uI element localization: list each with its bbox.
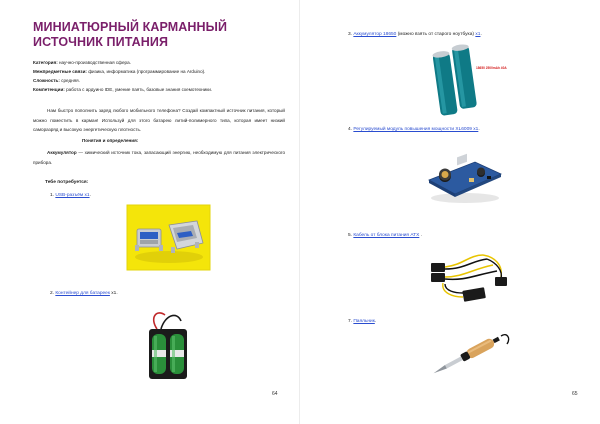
list-item	[50, 291, 118, 296]
list-item	[348, 32, 482, 37]
battery-18650-photo	[432, 42, 507, 114]
item-link[interactable]: Паяльник	[353, 319, 375, 324]
right-page	[300, 0, 600, 424]
item-number: 2.	[50, 291, 55, 296]
meta-competencies	[33, 87, 293, 93]
battery-case-photo	[143, 307, 193, 382]
item-number: 4.	[348, 127, 353, 132]
intro-paragraph: Нам быстро пополнить заряд любого мобильного телефона? Создай компактный источник питания, который можно поместить в карман! Используй для этого батарею литий-полимерного типа, которая имеет низкий саморазряд и высокую энергетическую плотность.	[33, 108, 285, 132]
item-link[interactable]: Контейнер для батареек	[55, 291, 110, 296]
list-item	[348, 127, 480, 132]
meta-label: Сложность:	[33, 78, 60, 83]
item-number: 1.	[50, 193, 55, 198]
item-link[interactable]: USB-разъём x1	[55, 193, 90, 198]
boost-module-photo	[425, 150, 505, 205]
item-link[interactable]: x1	[475, 32, 481, 37]
item-link[interactable]: Регулируемый модуль повышения мощности XL6009 x1	[353, 127, 479, 132]
battery-label: 18650 2500mAh 40A	[476, 66, 507, 70]
list-item	[50, 193, 91, 198]
item-suffix: .	[89, 193, 91, 198]
meta-label: Межпредметные связи:	[33, 69, 87, 74]
meta-value: работа с ардуино IDE, умение паять, базовые знания схемотехники.	[66, 87, 213, 92]
list-item	[348, 319, 376, 324]
item-link[interactable]: Кабель от блока питания АТХ	[353, 233, 420, 238]
needs-heading: Тебе потребуется:	[45, 180, 89, 185]
page-number: 65	[572, 391, 578, 397]
meta-value: научно-производственная сфера.	[59, 60, 131, 65]
concepts-heading: Понятия и определения:	[82, 138, 139, 143]
item-link[interactable]: Аккумулятор 18650	[353, 32, 397, 37]
item-number: 7.	[348, 319, 353, 324]
item-number: 3.	[348, 32, 353, 37]
soldering-iron-photo	[423, 330, 513, 380]
item-suffix: .	[478, 127, 480, 132]
meta-category	[33, 60, 293, 66]
item-note: (можно взять от старого ноутбука)	[396, 32, 476, 37]
item-suffix: x1.	[109, 291, 118, 296]
list-item	[348, 233, 422, 238]
definition-paragraph	[33, 148, 285, 167]
atx-cable-photo	[423, 245, 513, 305]
meta-links	[33, 69, 293, 75]
meta-label: Компетенции:	[33, 87, 65, 92]
definition-text: — химический источник тока, запасающий энергию, необходимую для питания электрического прибора.	[33, 150, 285, 165]
item-suffix: .	[374, 319, 377, 324]
meta-value: средняя.	[61, 78, 80, 83]
meta-value: физика, информатика (программирование на Arduino).	[88, 69, 206, 74]
usb-connector-photo	[127, 205, 210, 270]
meta-difficulty	[33, 78, 293, 84]
page-title: МИНИАТЮРНЫЙ КАРМАННЫЙ ИСТОЧНИК ПИТАНИЯ	[33, 20, 228, 49]
page-number: 64	[272, 391, 278, 397]
definition-term: Аккумулятор	[47, 150, 77, 155]
item-number: 5.	[348, 233, 353, 238]
item-suffix: .	[419, 233, 422, 238]
meta-label: Категория:	[33, 60, 58, 65]
item-suffix: .	[480, 32, 482, 37]
